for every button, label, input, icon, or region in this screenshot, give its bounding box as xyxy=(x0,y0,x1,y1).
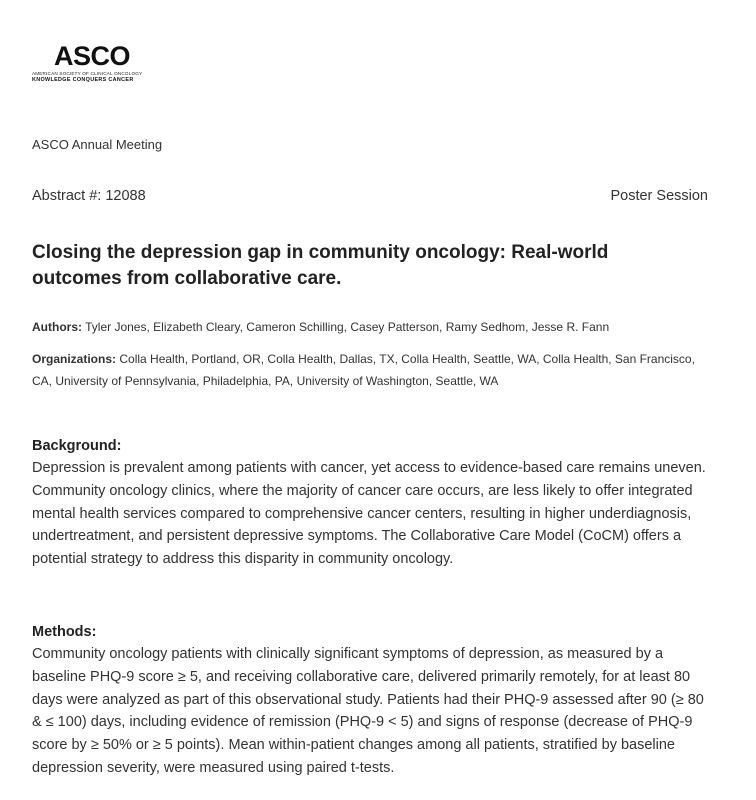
authors-line xyxy=(32,316,708,338)
abstract-number: Abstract #: 12088 xyxy=(32,188,146,204)
asco-logo xyxy=(32,42,172,84)
background-section xyxy=(32,435,712,571)
background-text: Depression is prevalent among patients with cancer, yet access to evidence-based care remains uneven. Community oncology clinics, where the majority of cancer care occurs, are less likely to offer integrated mental health services compared to comprehensive cancer centers, resulting in higher underdiagnosis, undertreatment, and persistent depressive symptoms. The Collaborative Care Model (CoCM) offers a potential strategy to address this disparity in community oncology. xyxy=(32,460,706,568)
authors-list: Tyler Jones, Elizabeth Cleary, Cameron Schilling, Casey Patterson, Ramy Sedhom, Jesse R. Fann xyxy=(85,320,610,334)
authors-label: Authors: xyxy=(32,320,82,334)
abstract-header-row xyxy=(32,188,708,204)
session-type: Poster Session xyxy=(610,188,708,204)
organizations-list: Colla Health, Portland, OR, Colla Health, Dallas, TX, Colla Health, Seattle, WA, Colla Health, San Francisco, CA, University of Pennsylvania, Philadelphia, PA, University of Washington, Seattle, WA xyxy=(32,352,695,388)
methods-heading: Methods: xyxy=(32,624,97,640)
abstract-title: Closing the depression gap in community oncology: Real-world outcomes from collaborative care. xyxy=(32,242,609,289)
methods-section xyxy=(32,621,712,780)
meeting-name: ASCO Annual Meeting xyxy=(32,137,163,152)
logo-tagline: KNOWLEDGE CONQUERS CANCER xyxy=(32,77,134,83)
logo-subtitle: AMERICAN SOCIETY OF CLINICAL ONCOLOGY xyxy=(32,71,143,76)
background-heading: Background: xyxy=(32,438,122,454)
methods-text: Community oncology patients with clinically significant symptoms of depression, as measured by a baseline PHQ-9 score ≥ 5, and receiving collaborative care, delivered primarily remotely, for at least 80 days were analyzed as part of this observational study. Patients had their PHQ-9 assessed after 90 (≥ 80 & ≤ 100) days, including evidence of remission (PHQ-9 < 5) and signs of response (decrease of PHQ-9 score by ≥ 50% or ≥ 5 points). Mean within-patient changes among all patients, stratified by baseline depression severity, were measured using paired t-tests. xyxy=(32,646,704,776)
organizations-label: Organizations: xyxy=(32,352,117,366)
logo-wordmark: ASCO xyxy=(54,41,131,71)
organizations-line xyxy=(32,348,708,392)
